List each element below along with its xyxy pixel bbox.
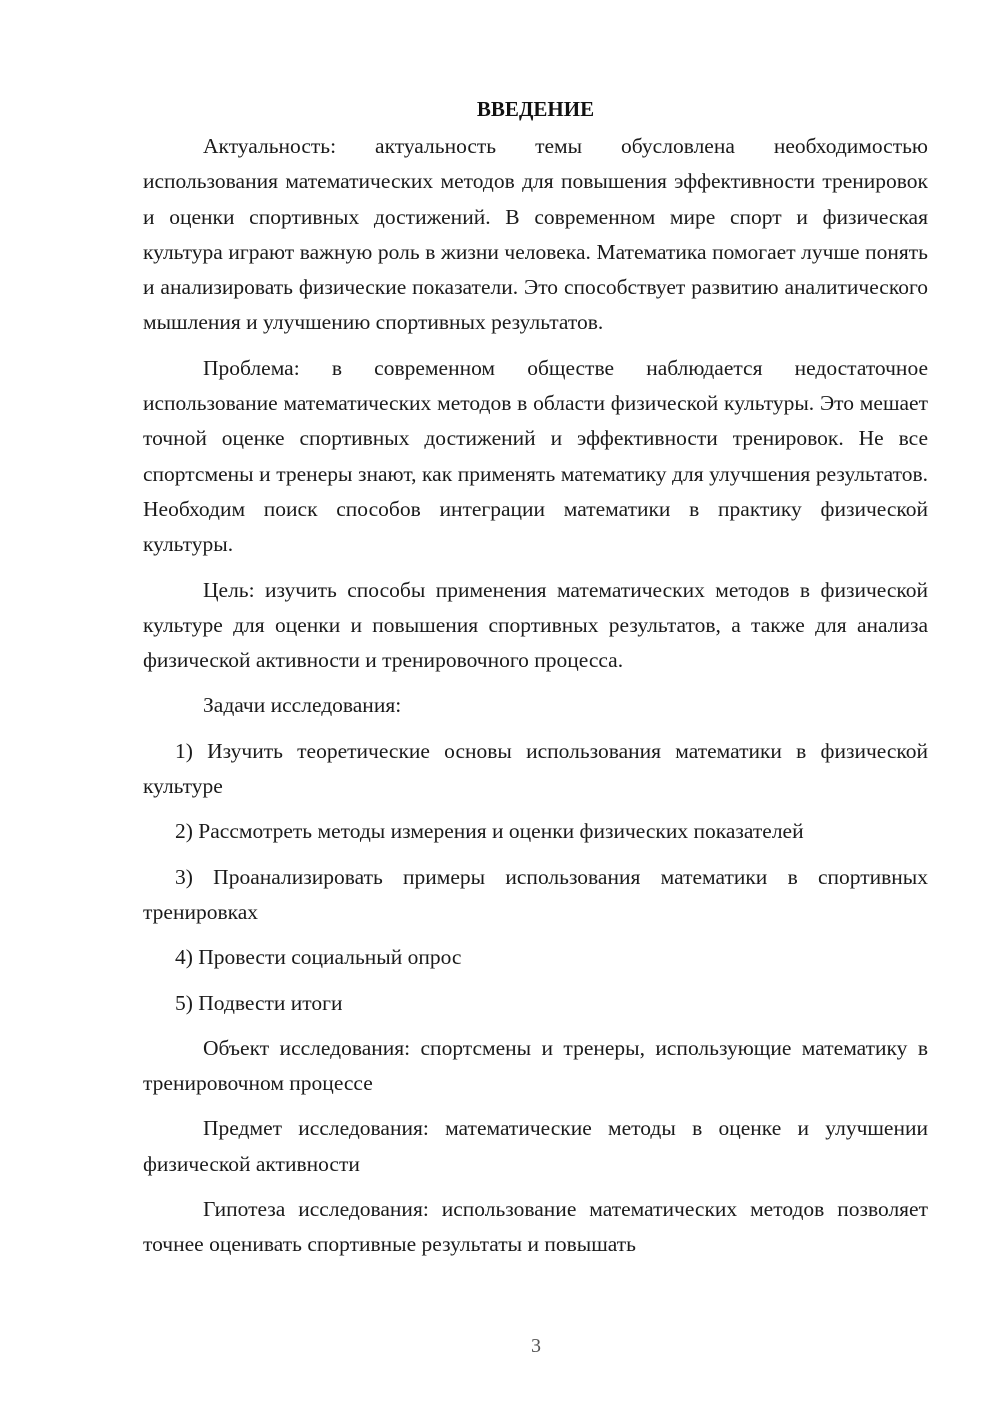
paragraph-hypothesis: Гипотеза исследования: использование математических методов позволяет точнее оценивать спортивные результаты и повышать [143, 1197, 928, 1257]
paragraph-relevance: Актуальность: актуальность темы обусловлена необходимостью использования математических методов для повышения эффективности тренировок и оценки спортивных достижений. В современном мире спорт и физическая культура играют важную роль в жизни человека. Математика помогает лучше понять и анализировать физические показатели. Это способствует развитию аналитического мышления и улучшению спортивных результатов. [143, 134, 928, 335]
page-number: 3 [531, 1335, 541, 1357]
paragraph-problem: Проблема: в современном обществе наблюдается недостаточное использование математических методов в области физической культуры. Это мешает точной оценке спортивных достижений и эффективности тренировок. Не все спортсмены и тренеры знают, как применять математику для улучшения результатов. Необходим поиск способов интеграции математики в практику физической культуры. [143, 355, 928, 557]
list-item-task-1: 1) Изучить теоретические основы использования математики в физической культуре [143, 738, 928, 799]
document-page [143, 92, 928, 1273]
list-item-task-5: 5) Подвести итоги [175, 990, 343, 1015]
paragraph-goal: Цель: изучить способы применения математических методов в физической культуре для оценки и повышения спортивных результатов, а также для анализа физической активности и тренировочного процесса. [143, 577, 928, 673]
list-item-task-4: 4) Провести социальный опрос [175, 945, 462, 970]
list-item-task-3: 3) Проанализировать примеры использования математики в спортивных тренировках [143, 864, 928, 924]
list-item-task-2: 2) Рассмотреть методы измерения и оценки физических показателей [175, 819, 804, 844]
page-title: ВВЕДЕНИЕ [476, 97, 595, 121]
paragraph-object: Объект исследования: спортсмены и тренеры, использующие математику в тренировочном процессе [143, 1035, 928, 1096]
paragraph-tasks-heading: Задачи исследования: [203, 693, 402, 718]
paragraph-subject: Предмет исследования: математические методы в оценке и улучшении физической активности [143, 1116, 928, 1176]
